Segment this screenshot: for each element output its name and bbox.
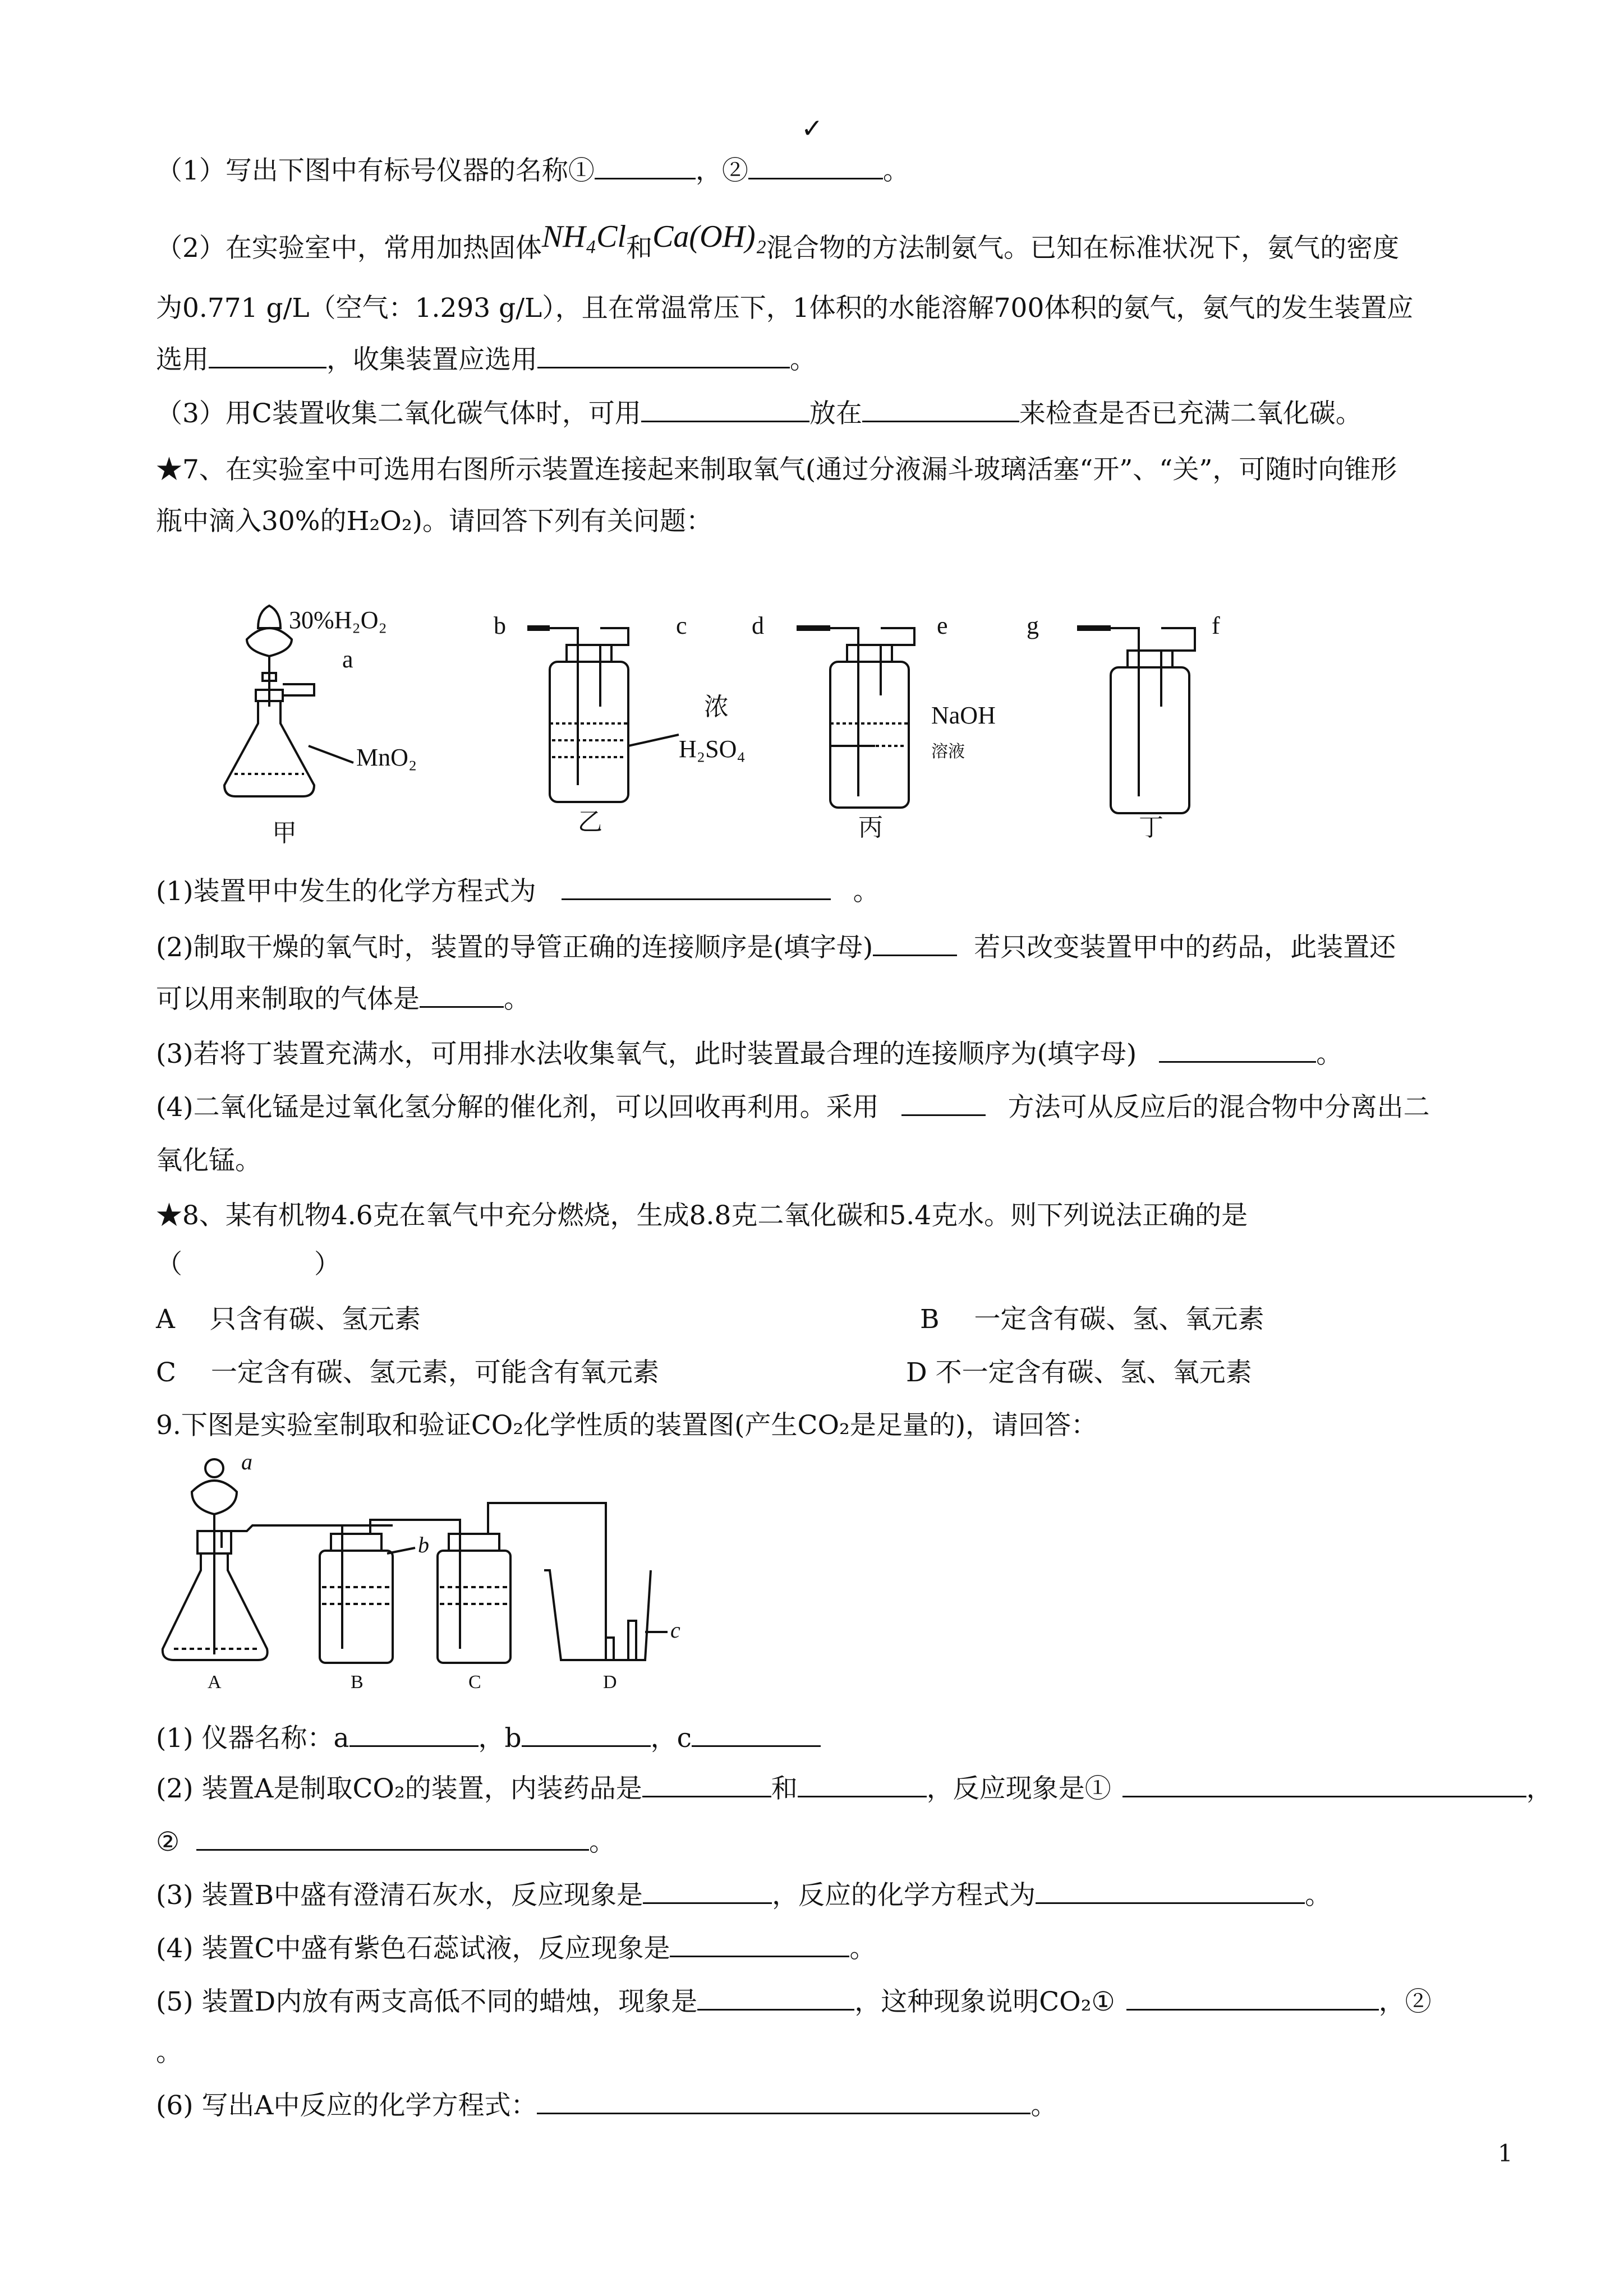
q6-part2-line3-end: 。 (790, 344, 816, 375)
bottle-bing (797, 628, 914, 808)
q9-s3-end: 。 (1305, 1880, 1332, 1911)
q7-s2-text-b: 若只改变装置甲中的药品，此装置还 (974, 932, 1396, 963)
q9-answer-phenomenon2[interactable] (196, 1827, 589, 1851)
bottle-yi (527, 628, 679, 802)
q9-answer-c[interactable] (692, 1723, 821, 1747)
q9-answer-b[interactable] (522, 1723, 651, 1747)
q9-s2-line2-end: 。 (589, 1827, 616, 1857)
q6-part2-and: 和 (626, 233, 653, 264)
q9-s6 (156, 2089, 1057, 2123)
q9-label-a: a (241, 1453, 252, 1474)
q9-label-b: b (418, 1532, 429, 1557)
q8-paren[interactable]: （ ） (156, 1249, 341, 1280)
q6-part1-text: （1）写出下图中有标号仪器的名称① (156, 155, 595, 186)
apparatus-a (163, 1459, 393, 1660)
q7-s2-text: (2)制取干燥的氧气时，装置的导管正确的连接顺序是(填字母) (156, 932, 873, 963)
q8-option-c[interactable]: C 一定含有碳、氢元素，可能含有氧元素 (156, 1357, 659, 1388)
q9-stem: 9.下图是实验室制取和验证CO₂化学性质的装置图(产生CO₂是足量的)，请回答： (156, 1410, 1098, 1441)
q7-s4 (156, 1091, 1430, 1124)
apparatus-c (415, 1503, 606, 1663)
q9-label-A: A (208, 1672, 222, 1693)
q7-s2 (156, 931, 1396, 965)
q9-s2-c: ，反应现象是① (926, 1773, 1111, 1804)
q7-s2-line2-end: 。 (504, 984, 530, 1015)
bottle-ding (1077, 628, 1195, 813)
q9-answer-drug1[interactable] (642, 1773, 771, 1797)
label-c: c (676, 612, 687, 639)
label-bing: 丙 (858, 814, 883, 841)
q6-part1 (156, 154, 909, 188)
q9-s5-b: ，这种现象说明CO₂① (854, 1986, 1115, 2017)
q9-label-B: B (351, 1672, 364, 1693)
q7-s3-end: 。 (1316, 1039, 1343, 1069)
q6-answer-1[interactable] (595, 155, 696, 179)
q9-s5-c: ，② (1378, 1986, 1432, 2017)
q9-s5-a: (5) 装置D内放有两支高低不同的蜡烛，现象是 (156, 1986, 698, 2017)
flask-jia (224, 606, 353, 796)
q6-part2-line2: 为0.771 g/L（空气：1.293 g/L），且在常温常压下，1体积的水能溶解700体积的氨气，氨气的发生装置应 (156, 293, 1414, 324)
q9-answer-a-equation[interactable] (537, 2090, 1030, 2114)
checkmark: ✓ (801, 113, 823, 144)
q9-s2-line2 (156, 1825, 615, 1859)
label-d: d (752, 612, 764, 639)
label-g: g (1027, 612, 1039, 639)
q9-label-C: C (468, 1672, 481, 1693)
label-mno2: MnO₂ (356, 744, 417, 771)
q9-apparatus-figure (157, 1453, 746, 1694)
q7-s4-text: (4)二氧化锰是过氧化氢分解的催化剂，可以回收再利用。采用 (156, 1092, 879, 1123)
label-naoh: NaOH (931, 702, 996, 729)
q6-answer-tool[interactable] (641, 398, 809, 422)
q9-s3-b: ，反应的化学方程式为 (772, 1880, 1036, 1911)
q7-answer-equation[interactable] (562, 876, 831, 900)
q9-answer-b-phenomenon[interactable] (643, 1880, 772, 1904)
q9-s6-a: (6) 写出A中反应的化学方程式： (156, 2090, 537, 2121)
q6-answer-collector[interactable] (537, 344, 790, 368)
q7-s4-text-b: 方法可从反应后的混合物中分离出二 (1007, 1092, 1430, 1123)
q6-answer-generator[interactable] (209, 344, 326, 368)
q9-s4 (156, 1932, 876, 1966)
caoh2-formula: Ca(OH)₂ (652, 219, 767, 254)
label-yi: 乙 (578, 808, 602, 836)
q7-answer-order[interactable] (873, 932, 957, 956)
q9-answer-phenomenon1[interactable] (1122, 1773, 1526, 1797)
q9-s2-line2-a: ② (156, 1827, 180, 1857)
q9-answer-a[interactable] (349, 1723, 479, 1747)
q9-answer-d-phenomenon[interactable] (697, 1986, 854, 2011)
q7-answer-method[interactable] (901, 1092, 986, 1116)
q9-s1 (156, 1722, 821, 1755)
q9-s5-line2: 。 (156, 2037, 182, 2068)
q7-s3-text: (3)若将丁装置充满水，可用排水法收集氧气，此时装置最合理的连接顺序为(填字母) (156, 1039, 1137, 1069)
q6-part2-line3-a: 选用 (156, 344, 209, 375)
q9-s1-b: ，b (478, 1723, 522, 1754)
q6-part2-line3-b: ，收集装置应选用 (326, 344, 537, 375)
q8-stem: ★8、某有机物4.6克在氧气中充分燃烧，生成8.8克二氧化碳和5.4克水。则下列说法正确的是 (156, 1200, 1248, 1231)
q7-answer-gas[interactable] (420, 984, 504, 1008)
q7-apparatus-figure (213, 594, 1279, 852)
q9-answer-c-phenomenon[interactable] (670, 1933, 849, 1957)
q7-s1-end: 。 (853, 876, 880, 907)
label-e: e (937, 612, 948, 639)
q9-s2-b: 和 (771, 1773, 798, 1804)
q6-part2-text-b: 混合物的方法制氨气。已知在标准状况下，氨气的密度 (766, 233, 1400, 264)
label-h2so4: H₂SO₄ (679, 735, 746, 763)
q8-option-d[interactable]: D 不一定含有碳、氢、氧元素 (906, 1357, 1252, 1388)
q7-s1 (156, 875, 880, 909)
label-f: f (1212, 612, 1220, 639)
label-ding: 丁 (1139, 814, 1163, 841)
q9-answer-drug2[interactable] (798, 1773, 927, 1797)
q6-part2-line3 (156, 343, 816, 377)
q9-s1-a: (1) 仪器名称：a (156, 1723, 349, 1754)
q9-label-c: c (670, 1617, 680, 1643)
q6-part1-sep: ，② (695, 155, 748, 186)
q9-s6-end: 。 (1030, 2090, 1057, 2121)
label-rongye: 溶液 (931, 743, 965, 761)
q6-part1-end: 。 (882, 155, 909, 186)
q7-intro-line2: 瓶中滴入30%的H₂O₂)。请回答下列有关问题： (156, 506, 713, 537)
label-h2o2: 30%H₂O₂ (289, 606, 387, 634)
q9-s2 (156, 1772, 1553, 1806)
q6-part2 (156, 219, 1400, 265)
q7-s1-text: (1)装置甲中发生的化学方程式为 (156, 876, 536, 907)
q6-part3 (156, 397, 1362, 431)
label-nong: 浓 (704, 693, 729, 721)
q9-label-D: D (603, 1672, 617, 1693)
q9-s3-a: (3) 装置B中盛有澄清石灰水，反应现象是 (156, 1880, 643, 1911)
q6-answer-2[interactable] (748, 155, 883, 179)
q8-option-a[interactable]: A 只含有碳、氢元素 (156, 1304, 421, 1335)
q7-intro-line1: ★7、在实验室中可选用右图所示装置连接起来制取氧气(通过分液漏斗玻璃活塞“开”、“关”，可随时向锥形 (156, 454, 1397, 485)
q9-s4-a: (4) 装置C中盛有紫色石蕊试液，反应现象是 (156, 1933, 670, 1964)
q7-s3 (156, 1038, 1342, 1071)
q8-option-b[interactable]: B 一定含有碳、氢、氧元素 (920, 1304, 1264, 1335)
q6-part3-a: （3）用C装置收集二氧化碳气体时，可用 (156, 398, 641, 429)
q9-s5 (156, 1985, 1432, 2019)
label-b: b (494, 612, 506, 639)
q7-s4-line2: 氧化锰。 (156, 1145, 261, 1176)
q7-answer-water-order[interactable] (1159, 1039, 1316, 1063)
label-a: a (342, 646, 353, 673)
q9-answer-co2-property1[interactable] (1126, 1986, 1379, 2011)
q7-s2-line2 (156, 983, 530, 1016)
q6-part3-b: 放在 (809, 398, 862, 429)
q9-s2-end: ， (1526, 1773, 1553, 1804)
nh4cl-formula: NH₄Cl (541, 219, 627, 254)
label-jia: 甲 (272, 819, 297, 847)
q9-answer-b-equation[interactable] (1036, 1880, 1305, 1904)
q6-part3-c: 来检查是否已充满二氧化碳。 (1019, 398, 1362, 429)
q9-s2-a: (2) 装置A是制取CO₂的装置，内装药品是 (156, 1773, 642, 1804)
q6-answer-place[interactable] (862, 398, 1019, 422)
page-number: 1 (1498, 2140, 1513, 2167)
apparatus-b (320, 1520, 415, 1663)
q7-s2-line2-text: 可以用来制取的气体是 (156, 984, 420, 1015)
q9-s1-c: ，c (650, 1723, 692, 1754)
q9-s4-end: 。 (849, 1933, 876, 1964)
q9-s3 (156, 1879, 1331, 1912)
q6-part2-text: （2）在实验室中，常用加热固体 (156, 233, 542, 264)
